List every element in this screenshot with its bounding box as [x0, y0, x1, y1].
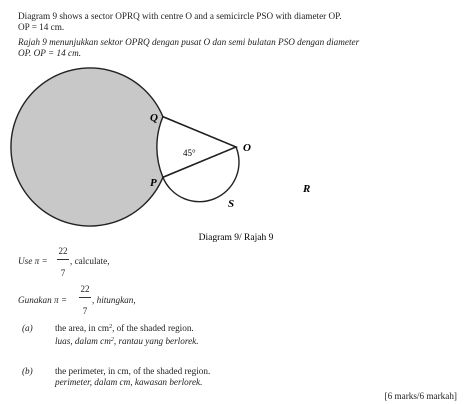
- pi-english-denominator: 7: [60, 268, 66, 278]
- pi-malay-denominator: 7: [82, 306, 88, 316]
- pi-english-suffix: , calculate,: [70, 256, 110, 266]
- label-R: R: [303, 183, 311, 195]
- label-P: P: [150, 177, 157, 189]
- pi-english-numerator: 22: [58, 246, 68, 256]
- question-b-malay: perimeter, dalam cm, kawasan berlorek.: [55, 377, 203, 387]
- pi-malay-suffix: , hitungkan,: [92, 295, 136, 305]
- pi-english-fraction-bar: [57, 259, 69, 260]
- label-O: O: [243, 142, 251, 154]
- label-Q: Q: [150, 112, 158, 124]
- question-a-label: (a): [22, 323, 33, 333]
- intro-malay-line-2: OP. OP = 14 cm.: [18, 48, 82, 58]
- angle-label: 45°: [183, 148, 196, 158]
- question-a-malay: luas, dalam $cm^2$, rantau yang berlorek.: [55, 336, 199, 346]
- question-b-label: (b): [22, 366, 33, 376]
- intro-english-line-1: Diagram 9 shows a sector OPRQ with centre O and a semicircle PSO with diameter OP.: [18, 11, 342, 21]
- pi-malay-prefix: Gunakan π =: [18, 295, 68, 305]
- diagram-caption: Diagram 9/ Rajah 9: [198, 233, 274, 243]
- question-b-english: the perimeter, in cm, of the shaded region.: [55, 366, 211, 376]
- question-a-english: the area, in $cm^2$, of the shaded region.: [55, 323, 194, 333]
- label-S: S: [228, 198, 235, 210]
- intro-malay-line-1: Rajah 9 menunjukkan sektor OPRQ dengan pusat O dan semi bulatan PSO dengan diameter: [18, 37, 360, 47]
- intro-english-line-2: OP = 14 cm.: [18, 22, 65, 32]
- marks-allocation: [6 marks/6 markah]: [384, 391, 457, 401]
- pi-malay-fraction-bar: [79, 297, 91, 298]
- pi-malay-numerator: 22: [80, 284, 90, 294]
- pi-english-prefix: Use π =: [18, 256, 48, 266]
